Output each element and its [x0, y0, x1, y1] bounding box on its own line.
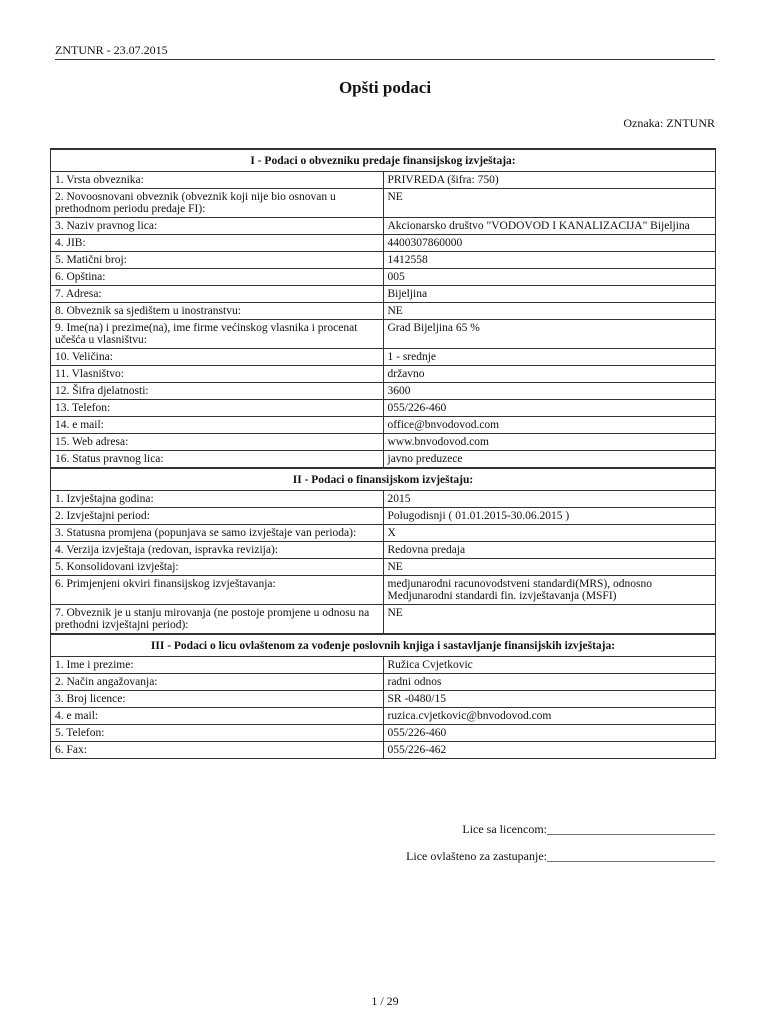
table-row [51, 366, 716, 383]
table-row [51, 252, 716, 269]
table-row [51, 383, 716, 400]
table-row [51, 218, 716, 235]
table-row [51, 576, 716, 605]
field-label: 2. Način angažovanja: [51, 674, 384, 691]
table-row [51, 559, 716, 576]
field-value: X [383, 525, 716, 542]
field-value: medjunarodni racunovodstveni standardi(MRS), odnosno Medjunarodni standardi fin. izvještavanja (MSFI) [383, 576, 716, 605]
field-label: 3. Naziv pravnog lica: [51, 218, 384, 235]
field-label: 12. Šifra djelatnosti: [51, 383, 384, 400]
field-value: NE [383, 605, 716, 635]
field-label: 7. Adresa: [51, 286, 384, 303]
table-row [51, 742, 716, 759]
table-row [51, 172, 716, 189]
field-label: 11. Vlasništvo: [51, 366, 384, 383]
field-value: javno preduzece [383, 451, 716, 469]
section-header [51, 468, 716, 491]
table-row [51, 400, 716, 417]
table-row [51, 189, 716, 218]
field-value: 4400307860000 [383, 235, 716, 252]
table-row [51, 708, 716, 725]
field-label: 4. JIB: [51, 235, 384, 252]
field-value: 2015 [383, 491, 716, 508]
field-label: 1. Vrsta obveznika: [51, 172, 384, 189]
document-code: Oznaka: ZNTUNR [623, 116, 715, 130]
field-value: 1412558 [383, 252, 716, 269]
field-value: Grad Bijeljina 65 % [383, 320, 716, 349]
field-label: 4. e mail: [51, 708, 384, 725]
field-value: radni odnos [383, 674, 716, 691]
field-value: 055/226-460 [383, 725, 716, 742]
table-row [51, 725, 716, 742]
table-row [51, 605, 716, 635]
field-label: 8. Obveznik sa sjedištem u inostranstvu: [51, 303, 384, 320]
field-label: 16. Status pravnog lica: [51, 451, 384, 469]
field-label: 6. Opština: [51, 269, 384, 286]
field-label: 10. Veličina: [51, 349, 384, 366]
table-row [51, 542, 716, 559]
field-label: 2. Izvještajni period: [51, 508, 384, 525]
page-number: 1 / 29 [371, 994, 399, 1008]
field-value: Bijeljina [383, 286, 716, 303]
table-row [51, 417, 716, 434]
table-row [51, 674, 716, 691]
field-label: 4. Verzija izvještaja (redovan, ispravka revizija): [51, 542, 384, 559]
header-text: ZNTUNR - 23.07.2015 [55, 43, 168, 57]
field-label: 13. Telefon: [51, 400, 384, 417]
field-label: 5. Matični broj: [51, 252, 384, 269]
table-row [51, 349, 716, 366]
table-row [51, 286, 716, 303]
field-label: 15. Web adresa: [51, 434, 384, 451]
field-value: ruzica.cvjetkovic@bnvodovod.com [383, 708, 716, 725]
field-label: 2. Novoosnovani obveznik (obveznik koji nije bio osnovan u prethodnom periodu predaje FI): [51, 189, 384, 218]
licensed-person-signature-line: Lice sa licencom:____________________________ [462, 822, 715, 836]
field-value: NE [383, 303, 716, 320]
field-value: Polugodisnji ( 01.01.2015-30.06.2015 ) [383, 508, 716, 525]
section-title: I - Podaci o obvezniku predaje finansijskog izvještaja: [51, 149, 716, 172]
field-value: 055/226-462 [383, 742, 716, 759]
field-value: 3600 [383, 383, 716, 400]
table-row [51, 508, 716, 525]
field-label: 3. Statusna promjena (popunjava se samo izvještaje van perioda): [51, 525, 384, 542]
section-header [51, 149, 716, 172]
field-value: 005 [383, 269, 716, 286]
table-row [51, 320, 716, 349]
section-title: II - Podaci o finansijskom izvještaju: [51, 468, 716, 491]
field-label: 6. Fax: [51, 742, 384, 759]
table-row [51, 491, 716, 508]
field-value: 055/226-460 [383, 400, 716, 417]
field-value: office@bnvodovod.com [383, 417, 716, 434]
field-value: www.bnvodovod.com [383, 434, 716, 451]
table-row [51, 657, 716, 674]
authorized-person-signature-line: Lice ovlašteno za zastupanje:____________________________ [406, 849, 715, 863]
table-row [51, 525, 716, 542]
field-label: 7. Obveznik je u stanju mirovanja (ne postoje promjene u odnosu na prethodni izvještajni period): [51, 605, 384, 635]
section-title: III - Podaci o licu ovlaštenom za vođenje poslovnih knjiga i sastavljanje finansijskih izvještaja: [51, 634, 716, 657]
field-label: 1. Izvještajna godina: [51, 491, 384, 508]
field-value: Redovna predaja [383, 542, 716, 559]
field-label: 3. Broj licence: [51, 691, 384, 708]
field-value: državno [383, 366, 716, 383]
table-row [51, 451, 716, 469]
field-value: Ružica Cvjetkovic [383, 657, 716, 674]
table-row [51, 691, 716, 708]
section-header [51, 634, 716, 657]
field-label: 1. Ime i prezime: [51, 657, 384, 674]
field-value: NE [383, 559, 716, 576]
field-label: 14. e mail: [51, 417, 384, 434]
data-table [50, 148, 716, 759]
field-value: PRIVREDA (šifra: 750) [383, 172, 716, 189]
table-row [51, 303, 716, 320]
field-value: NE [383, 189, 716, 218]
table-row [51, 269, 716, 286]
page-header [55, 42, 715, 60]
page-title: Opšti podaci [338, 78, 432, 97]
field-value: Akcionarsko društvo "VODOVOD I KANALIZACIJA" Bijeljina [383, 218, 716, 235]
field-label: 6. Primjenjeni okviri finansijskog izvještavanja: [51, 576, 384, 605]
table-row [51, 235, 716, 252]
field-label: 5. Telefon: [51, 725, 384, 742]
field-value: SR -0480/15 [383, 691, 716, 708]
field-label: 9. Ime(na) i prezime(na), ime firme većinskog vlasnika i procenat učešća u vlasništvu: [51, 320, 384, 349]
field-label: 5. Konsolidovani izvještaj: [51, 559, 384, 576]
field-value: 1 - srednje [383, 349, 716, 366]
table-row [51, 434, 716, 451]
